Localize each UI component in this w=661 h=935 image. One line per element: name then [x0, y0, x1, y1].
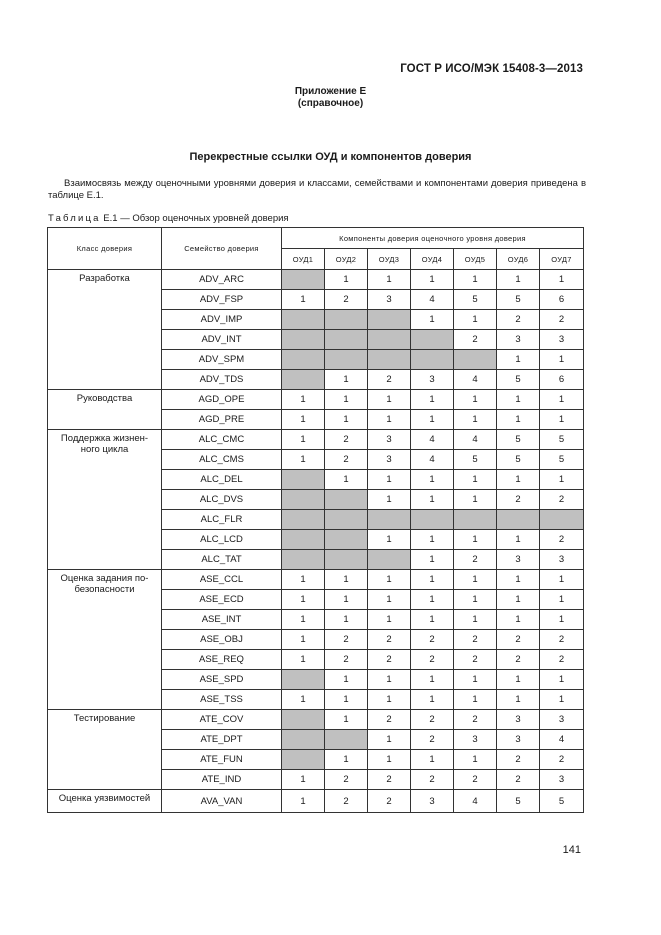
level-value-cell: 2: [368, 790, 411, 813]
level-value-cell: 2: [497, 750, 540, 770]
level-value-cell: 1: [325, 390, 368, 410]
level-value-cell: 1: [411, 610, 454, 630]
level-value-cell: 1: [454, 530, 497, 550]
empty-shaded-cell: [368, 550, 411, 570]
level-value-cell: 1: [368, 410, 411, 430]
table-head-row: [48, 228, 584, 249]
empty-shaded-cell: [454, 350, 497, 370]
empty-shaded-cell: [325, 530, 368, 550]
level-header: ОУД5: [454, 249, 497, 270]
level-value-cell: 1: [411, 690, 454, 710]
empty-shaded-cell: [368, 350, 411, 370]
empty-shaded-cell: [325, 310, 368, 330]
empty-shaded-cell: [282, 750, 325, 770]
level-value-cell: 2: [368, 370, 411, 390]
level-value-cell: 2: [454, 710, 497, 730]
level-value-cell: 3: [540, 330, 584, 350]
family-cell: ATE_DPT: [162, 730, 282, 750]
level-value-cell: 1: [282, 410, 325, 430]
level-value-cell: 1: [540, 470, 584, 490]
level-value-cell: 2: [497, 490, 540, 510]
level-value-cell: 5: [497, 430, 540, 450]
level-value-cell: 2: [540, 750, 584, 770]
level-value-cell: 1: [368, 570, 411, 590]
empty-shaded-cell: [411, 510, 454, 530]
family-cell: AVA_VAN: [162, 790, 282, 813]
level-value-cell: 2: [325, 450, 368, 470]
level-value-cell: 1: [368, 270, 411, 290]
level-value-cell: 1: [540, 670, 584, 690]
level-value-cell: 2: [411, 650, 454, 670]
level-value-cell: 2: [497, 310, 540, 330]
level-value-cell: 1: [454, 490, 497, 510]
level-value-cell: 1: [454, 470, 497, 490]
empty-shaded-cell: [282, 330, 325, 350]
family-cell: ALC_LCD: [162, 530, 282, 550]
level-value-cell: 1: [454, 690, 497, 710]
level-value-cell: 2: [325, 430, 368, 450]
family-cell: ADV_FSP: [162, 290, 282, 310]
level-value-cell: 5: [540, 430, 584, 450]
empty-shaded-cell: [282, 510, 325, 530]
empty-shaded-cell: [282, 470, 325, 490]
level-value-cell: 5: [540, 450, 584, 470]
table-caption-text: Е.1 — Обзор оценочных уровней доверия: [100, 213, 289, 224]
empty-shaded-cell: [454, 510, 497, 530]
level-value-cell: 1: [497, 410, 540, 430]
level-header: ОУД7: [540, 249, 584, 270]
level-value-cell: 1: [454, 410, 497, 430]
level-value-cell: 1: [368, 530, 411, 550]
level-value-cell: 1: [411, 530, 454, 550]
level-value-cell: 1: [325, 470, 368, 490]
family-cell: ASE_ECD: [162, 590, 282, 610]
level-value-cell: 2: [325, 770, 368, 790]
family-cell: AGD_PRE: [162, 410, 282, 430]
level-value-cell: 2: [411, 730, 454, 750]
empty-shaded-cell: [282, 710, 325, 730]
empty-shaded-cell: [368, 510, 411, 530]
level-value-cell: 1: [540, 410, 584, 430]
level-value-cell: 5: [454, 450, 497, 470]
level-value-cell: 1: [282, 690, 325, 710]
family-cell: ASE_REQ: [162, 650, 282, 670]
level-value-cell: 5: [497, 790, 540, 813]
table-caption-prefix: Таблица: [48, 213, 101, 224]
level-value-cell: 1: [540, 690, 584, 710]
level-value-cell: 1: [454, 270, 497, 290]
level-value-cell: 2: [454, 770, 497, 790]
level-value-cell: 1: [454, 750, 497, 770]
level-value-cell: 4: [411, 450, 454, 470]
family-cell: ADV_TDS: [162, 370, 282, 390]
class-cell: Руководства: [48, 390, 162, 430]
level-value-cell: 1: [540, 590, 584, 610]
level-value-cell: 1: [325, 690, 368, 710]
document-header: ГОСТ Р ИСО/МЭК 15408-3—2013: [400, 63, 583, 75]
level-value-cell: 1: [411, 570, 454, 590]
level-value-cell: 1: [540, 390, 584, 410]
level-value-cell: 1: [411, 410, 454, 430]
level-value-cell: 3: [411, 370, 454, 390]
annex-subtitle: (справочное): [297, 98, 364, 109]
empty-shaded-cell: [325, 330, 368, 350]
level-value-cell: 1: [411, 670, 454, 690]
level-value-cell: 1: [325, 610, 368, 630]
level-value-cell: 2: [454, 330, 497, 350]
level-value-cell: 2: [497, 650, 540, 670]
family-cell: ATE_COV: [162, 710, 282, 730]
level-value-cell: 2: [325, 290, 368, 310]
level-value-cell: 1: [368, 670, 411, 690]
level-header: ОУД3: [368, 249, 411, 270]
level-value-cell: 1: [454, 610, 497, 630]
level-value-cell: 1: [282, 450, 325, 470]
family-cell: ADV_IMP: [162, 310, 282, 330]
empty-shaded-cell: [368, 310, 411, 330]
level-value-cell: 4: [411, 290, 454, 310]
empty-shaded-cell: [497, 510, 540, 530]
level-value-cell: 5: [497, 450, 540, 470]
level-value-cell: 1: [282, 290, 325, 310]
class-cell: Тестирование: [48, 710, 162, 790]
table-row: [48, 710, 584, 730]
level-value-cell: 1: [368, 690, 411, 710]
level-value-cell: 2: [540, 490, 584, 510]
level-value-cell: 3: [368, 450, 411, 470]
level-value-cell: 1: [368, 590, 411, 610]
family-cell: ALC_TAT: [162, 550, 282, 570]
level-value-cell: 1: [540, 610, 584, 630]
table-row: [48, 390, 584, 410]
level-value-cell: 2: [368, 650, 411, 670]
family-cell: ALC_CMC: [162, 430, 282, 450]
level-value-cell: 1: [325, 270, 368, 290]
empty-shaded-cell: [325, 550, 368, 570]
level-value-cell: 2: [540, 650, 584, 670]
level-value-cell: 1: [411, 490, 454, 510]
level-value-cell: 1: [411, 270, 454, 290]
empty-shaded-cell: [540, 510, 584, 530]
level-value-cell: 5: [497, 370, 540, 390]
level-value-cell: 1: [411, 470, 454, 490]
level-value-cell: 1: [282, 790, 325, 813]
level-value-cell: 2: [497, 630, 540, 650]
level-value-cell: 1: [282, 770, 325, 790]
family-cell: ADV_INT: [162, 330, 282, 350]
col-header-class: Класс доверия: [48, 228, 162, 270]
empty-shaded-cell: [282, 370, 325, 390]
level-value-cell: 3: [540, 550, 584, 570]
level-value-cell: 1: [282, 650, 325, 670]
level-value-cell: 3: [368, 290, 411, 310]
col-header-family: Семейство доверия: [162, 228, 282, 270]
level-value-cell: 1: [368, 470, 411, 490]
table-caption: [48, 213, 289, 224]
level-value-cell: 5: [497, 290, 540, 310]
class-cell: Оценка задания по- безопасности: [48, 570, 162, 710]
col-header-group: Компоненты доверия оценочного уровня доверия: [282, 228, 584, 249]
level-value-cell: 2: [540, 630, 584, 650]
family-cell: ADV_ARC: [162, 270, 282, 290]
level-value-cell: 2: [411, 770, 454, 790]
family-cell: ALC_DVS: [162, 490, 282, 510]
level-header: ОУД4: [411, 249, 454, 270]
level-value-cell: 1: [454, 310, 497, 330]
level-value-cell: 1: [325, 370, 368, 390]
empty-shaded-cell: [368, 330, 411, 350]
level-value-cell: 2: [497, 770, 540, 790]
level-value-cell: 1: [325, 670, 368, 690]
family-cell: ALC_FLR: [162, 510, 282, 530]
table-row: [48, 270, 584, 290]
level-value-cell: 4: [411, 430, 454, 450]
level-value-cell: 1: [411, 310, 454, 330]
level-value-cell: 1: [368, 750, 411, 770]
level-value-cell: 1: [497, 390, 540, 410]
empty-shaded-cell: [282, 670, 325, 690]
level-value-cell: 2: [368, 770, 411, 790]
level-value-cell: 2: [325, 790, 368, 813]
level-value-cell: 4: [454, 790, 497, 813]
family-cell: ADV_SPM: [162, 350, 282, 370]
level-value-cell: 2: [540, 310, 584, 330]
level-value-cell: 6: [540, 370, 584, 390]
level-header: ОУД6: [497, 249, 540, 270]
empty-shaded-cell: [282, 550, 325, 570]
level-value-cell: 3: [411, 790, 454, 813]
level-value-cell: 1: [454, 570, 497, 590]
family-cell: ATE_FUN: [162, 750, 282, 770]
level-value-cell: 4: [454, 370, 497, 390]
family-cell: ASE_SPD: [162, 670, 282, 690]
level-value-cell: 1: [540, 350, 584, 370]
empty-shaded-cell: [282, 530, 325, 550]
family-cell: ASE_OBJ: [162, 630, 282, 650]
level-value-cell: 2: [454, 630, 497, 650]
family-cell: ALC_DEL: [162, 470, 282, 490]
level-value-cell: 1: [411, 590, 454, 610]
level-header: ОУД1: [282, 249, 325, 270]
class-cell: Поддержка жизнен- ного цикла: [48, 430, 162, 570]
family-cell: ASE_TSS: [162, 690, 282, 710]
empty-shaded-cell: [282, 490, 325, 510]
level-value-cell: 5: [454, 290, 497, 310]
level-value-cell: 1: [540, 570, 584, 590]
level-value-cell: 1: [497, 690, 540, 710]
level-value-cell: 1: [497, 530, 540, 550]
empty-shaded-cell: [282, 730, 325, 750]
empty-shaded-cell: [282, 270, 325, 290]
level-value-cell: 3: [497, 710, 540, 730]
level-value-cell: 3: [454, 730, 497, 750]
level-value-cell: 2: [325, 630, 368, 650]
level-value-cell: 1: [282, 590, 325, 610]
page-number: 141: [562, 844, 581, 856]
level-value-cell: 3: [368, 430, 411, 450]
level-value-cell: 1: [497, 570, 540, 590]
level-value-cell: 2: [454, 550, 497, 570]
level-value-cell: 1: [497, 270, 540, 290]
level-value-cell: 1: [411, 550, 454, 570]
empty-shaded-cell: [411, 330, 454, 350]
level-value-cell: 1: [454, 670, 497, 690]
level-value-cell: 1: [497, 350, 540, 370]
family-cell: ASE_INT: [162, 610, 282, 630]
level-value-cell: 2: [411, 710, 454, 730]
empty-shaded-cell: [325, 730, 368, 750]
level-value-cell: 1: [454, 390, 497, 410]
level-value-cell: 3: [497, 730, 540, 750]
empty-shaded-cell: [325, 510, 368, 530]
level-value-cell: 5: [540, 790, 584, 813]
level-value-cell: 1: [282, 430, 325, 450]
empty-shaded-cell: [325, 490, 368, 510]
level-value-cell: 1: [368, 490, 411, 510]
level-value-cell: 2: [411, 630, 454, 650]
level-value-cell: 1: [325, 750, 368, 770]
level-value-cell: 1: [540, 270, 584, 290]
class-cell: Разработка: [48, 270, 162, 390]
family-cell: ASE_CCL: [162, 570, 282, 590]
level-value-cell: 3: [540, 770, 584, 790]
level-value-cell: 4: [454, 430, 497, 450]
level-value-cell: 3: [497, 330, 540, 350]
level-value-cell: 1: [497, 590, 540, 610]
level-value-cell: 2: [454, 650, 497, 670]
family-cell: ATE_IND: [162, 770, 282, 790]
level-value-cell: 6: [540, 290, 584, 310]
table-body: [48, 270, 584, 813]
level-value-cell: 1: [454, 590, 497, 610]
level-value-cell: 1: [325, 410, 368, 430]
annex-heading: [0, 86, 661, 110]
table-row: [48, 570, 584, 590]
level-value-cell: 1: [282, 570, 325, 590]
eal-table: [47, 227, 584, 813]
level-value-cell: 1: [497, 610, 540, 630]
level-value-cell: 4: [540, 730, 584, 750]
level-value-cell: 2: [368, 710, 411, 730]
level-value-cell: 1: [411, 390, 454, 410]
level-value-cell: 1: [282, 390, 325, 410]
level-value-cell: 1: [325, 710, 368, 730]
empty-shaded-cell: [411, 350, 454, 370]
level-value-cell: 1: [497, 470, 540, 490]
level-value-cell: 2: [368, 630, 411, 650]
empty-shaded-cell: [282, 310, 325, 330]
empty-shaded-cell: [325, 350, 368, 370]
level-value-cell: 1: [368, 610, 411, 630]
empty-shaded-cell: [282, 350, 325, 370]
level-header: ОУД2: [325, 249, 368, 270]
class-cell: Оценка уязвимостей: [48, 790, 162, 813]
level-value-cell: 1: [325, 570, 368, 590]
intro-paragraph: Взаимосвязь между оценочными уровнями доверия и классами, семействами и компонентами доверия приведена в таблице Е.1.: [48, 178, 586, 201]
section-title: Перекрестные ссылки ОУД и компонентов доверия: [189, 151, 472, 163]
level-value-cell: 2: [540, 530, 584, 550]
level-value-cell: 1: [497, 670, 540, 690]
family-cell: AGD_OPE: [162, 390, 282, 410]
level-value-cell: 1: [282, 610, 325, 630]
level-value-cell: 1: [325, 590, 368, 610]
level-value-cell: 3: [497, 550, 540, 570]
level-value-cell: 2: [325, 650, 368, 670]
level-value-cell: 1: [368, 730, 411, 750]
level-value-cell: 1: [411, 750, 454, 770]
table-row: [48, 790, 584, 813]
level-value-cell: 1: [282, 630, 325, 650]
family-cell: ALC_CMS: [162, 450, 282, 470]
level-value-cell: 1: [368, 390, 411, 410]
annex-title: Приложение Е: [294, 86, 367, 97]
table-row: [48, 430, 584, 450]
table-head: [48, 228, 584, 270]
level-value-cell: 3: [540, 710, 584, 730]
